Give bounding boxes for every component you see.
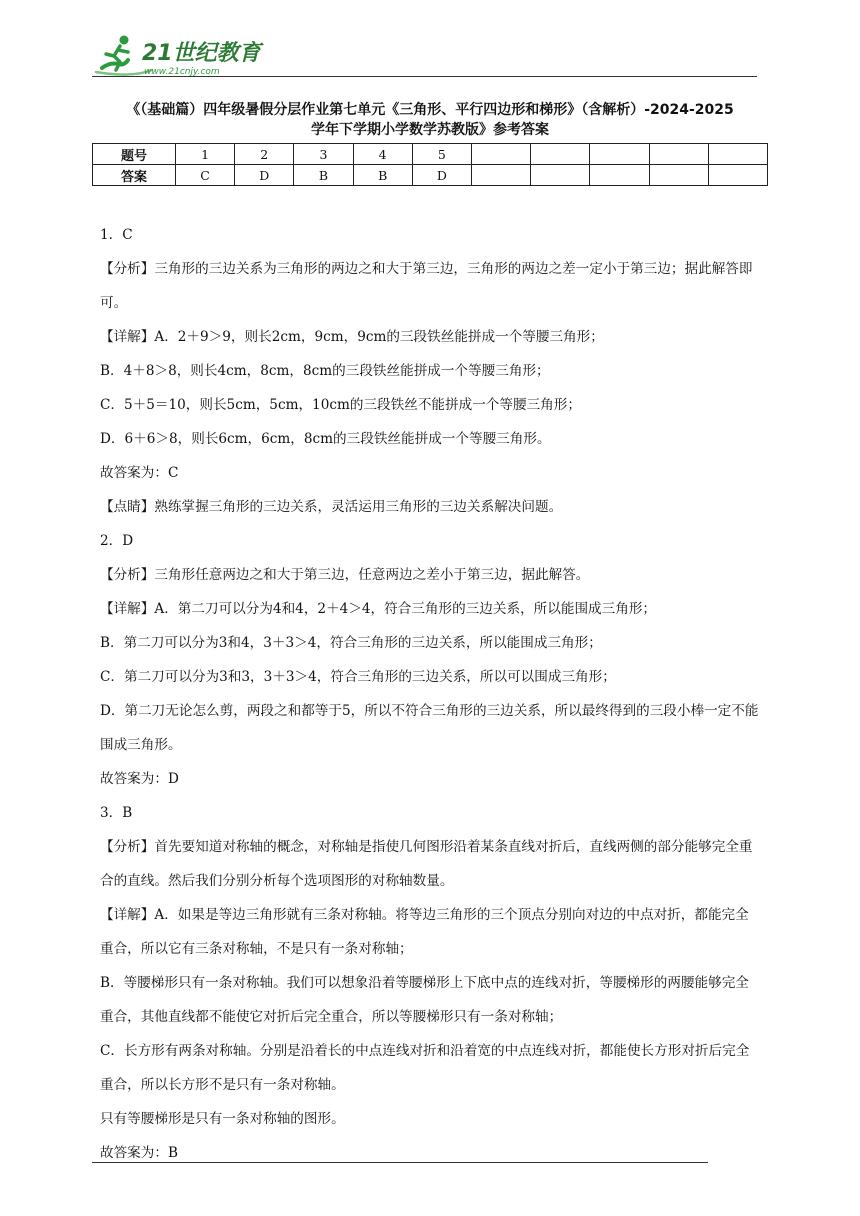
analysis-text: 三角形的三边关系为三角形的两边之和大于第三边，三角形的两边之差一定小于第三边；据此解答即可。 — [100, 261, 753, 311]
answer-cell — [590, 165, 649, 186]
q3-detail-c: C．长方形有两条对称轴。分别是沿着长的中点连线对折和沿着宽的中点连线对折，都能使长方形对折后完全重合，所以长方形不是只有一条对称轴。 — [100, 1043, 750, 1093]
number-cell — [649, 144, 708, 165]
detail-text: A．如果是等边三角形就有三条对称轴。将等边三角形的三个顶点分别向对边的中点对折，都能完全重合，所以它有三条对称轴，不是只有一条对称轴； — [100, 907, 749, 957]
tip-text: 熟练掌握三角形的三边关系，灵活运用三角形的三边关系解决问题。 — [154, 499, 563, 515]
q1-analysis — [100, 252, 760, 320]
q2-detail-a — [100, 592, 760, 626]
answer-cell: D — [412, 165, 471, 186]
tip-tag: 【点睛】 — [100, 499, 155, 515]
number-cell — [708, 144, 767, 165]
logo-text: 21世纪教育 — [142, 41, 261, 66]
question-3-heading: 3．B — [100, 805, 133, 821]
answer-cell — [649, 165, 708, 186]
site-logo — [92, 32, 292, 78]
number-cell: 3 — [294, 144, 353, 165]
analysis-text: 首先要知道对称轴的概念，对称轴是指使几何图形沿着某条直线对折后，直线两侧的部分能够完全重合的直线。然后我们分别分析每个选项图形的对称轴数量。 — [100, 839, 753, 889]
document-title — [92, 100, 768, 140]
q2-conclusion: 故答案为：D — [100, 771, 179, 787]
question-2-heading: 2．D — [100, 533, 134, 549]
q3-detail-a — [100, 898, 760, 966]
q2-detail-c: C．第二刀可以分为3和3，3＋3＞4，符合三角形的三边关系，所以可以围成三角形； — [100, 669, 616, 685]
analysis-text: 三角形任意两边之和大于第三边，任意两边之差小于第三边，据此解答。 — [154, 567, 590, 583]
analysis-tag: 【分析】 — [100, 839, 155, 855]
detail-text: A．第二刀可以分为4和4，2＋4＞4，符合三角形的三边关系，所以能围成三角形； — [154, 601, 657, 617]
title-line-1: 《（基础篇）四年级暑假分层作业第七单元《三角形、平行四边形和梯形》（含解析）-2024-2025 — [126, 102, 734, 118]
number-cell — [590, 144, 649, 165]
question-number-row — [93, 144, 768, 165]
q2-analysis — [100, 558, 760, 592]
q3-detail-b: B．等腰梯形只有一条对称轴。我们可以想象沿着等腰梯形上下底中点的连线对折，等腰梯形的两腰能够完全重合，其他直线都不能使它对折后完全重合，所以等腰梯形只有一条对称轴； — [100, 975, 749, 1025]
row-label-answer: 答案 — [93, 165, 176, 186]
q3-analysis — [100, 830, 760, 898]
q1-detail-a — [100, 320, 760, 354]
answer-cell — [471, 165, 530, 186]
q1-detail-c: C．5＋5＝10，则长5cm，5cm，10cm的三段铁丝不能拼成一个等腰三角形； — [100, 397, 581, 413]
answer-table — [92, 143, 768, 186]
analysis-tag: 【分析】 — [100, 567, 155, 583]
number-cell — [471, 144, 530, 165]
number-cell: 2 — [235, 144, 294, 165]
logo-subtext: www.21cnjy.com — [144, 67, 220, 77]
answer-cell: C — [176, 165, 235, 186]
number-cell — [531, 144, 590, 165]
answer-cell — [531, 165, 590, 186]
q3-conclusion: 故答案为：B — [100, 1145, 178, 1161]
number-cell: 4 — [353, 144, 412, 165]
q2-detail-d: D．第二刀无论怎么剪，两段之和都等于5，所以不符合三角形的三边关系，所以最终得到的三段小棒一定不能围成三角形。 — [100, 703, 759, 753]
detail-text: A．2＋9＞9，则长2cm，9cm，9cm的三段铁丝能拼成一个等腰三角形； — [154, 329, 604, 345]
footer-divider — [92, 1162, 708, 1163]
question-1-heading: 1．C — [100, 227, 133, 243]
detail-tag: 【详解】 — [100, 907, 155, 923]
q1-detail-b: B．4＋8＞8，则长4cm，8cm，8cm的三段铁丝能拼成一个等腰三角形； — [100, 363, 550, 379]
number-cell: 1 — [176, 144, 235, 165]
q2-detail-b: B．第二刀可以分为3和4，3＋3＞4，符合三角形的三边关系，所以能围成三角形； — [100, 635, 602, 651]
page-header — [92, 30, 757, 80]
answer-cell: B — [294, 165, 353, 186]
q3-summary: 只有等腰梯形是只有一条对称轴的图形。 — [100, 1111, 345, 1127]
answer-cell: D — [235, 165, 294, 186]
answer-cell: B — [353, 165, 412, 186]
q1-conclusion: 故答案为：C — [100, 465, 179, 481]
number-cell: 5 — [412, 144, 471, 165]
title-line-2: 学年下学期小学数学苏教版》参考答案 — [311, 122, 549, 138]
analysis-tag: 【分析】 — [100, 261, 155, 277]
header-divider — [92, 76, 757, 77]
row-label-number: 题号 — [93, 144, 176, 165]
answer-row — [93, 165, 768, 186]
q1-detail-d: D．6＋6＞8，则长6cm，6cm，8cm的三段铁丝能拼成一个等腰三角形。 — [100, 431, 551, 447]
detail-tag: 【详解】 — [100, 329, 155, 345]
detail-tag: 【详解】 — [100, 601, 155, 617]
solution-content — [100, 218, 760, 1170]
q1-tip — [100, 490, 760, 524]
answer-cell — [708, 165, 767, 186]
